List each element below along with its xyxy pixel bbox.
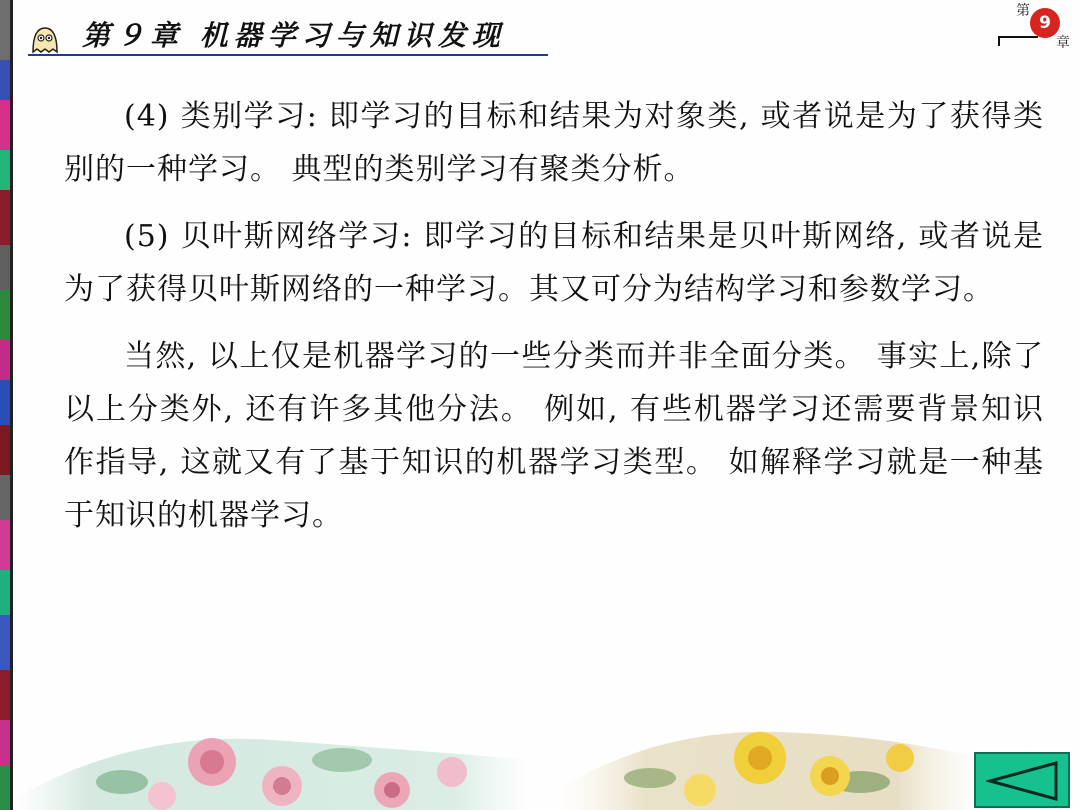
pink-roses-decoration [12,720,532,810]
paragraph-other-classifications: 当然, 以上仅是机器学习的一些分类而并非全面分类。 事实上,除了以上分类外, 还有许多其他分法。 例如, 有些机器学习还需要背景知识作指导, 这就又有了基于知识的机器学习类型。 如解释学习就是一种基于知识的机器学习。 [64,339,1044,533]
badge-chapter-number: 9 [1030,8,1060,38]
chapter-title: 第９章 机器学习与知识发现 [82,19,506,52]
badge-zhang-label: 章 [1056,35,1070,51]
yellow-roses-decoration [560,718,980,810]
slide-header [28,8,548,58]
badge-di-label: 第 [1016,3,1030,19]
chapter-badge [992,0,1072,60]
left-decorative-stripe [0,0,13,810]
back-button[interactable] [974,752,1070,808]
slide-body [64,90,1044,556]
paragraph-bayesian-learning: (5) 贝叶斯网络学习: 即学习的目标和结果是贝叶斯网络, 或者说是为了获得贝叶斯网络的一种学习。其又可分为结构学习和参数学习。 [64,219,1044,307]
title-underline [28,54,548,56]
paragraph-category-learning: (4) 类别学习: 即学习的目标和结果为对象类, 或者说是为了获得类别的一种学习。 典型的类别学习有聚类分析。 [64,99,1044,187]
badge-line [998,36,1038,38]
triangle-left-icon [986,760,1060,802]
ghost-mascot-icon [28,24,62,54]
badge-line-tick [998,36,1000,46]
